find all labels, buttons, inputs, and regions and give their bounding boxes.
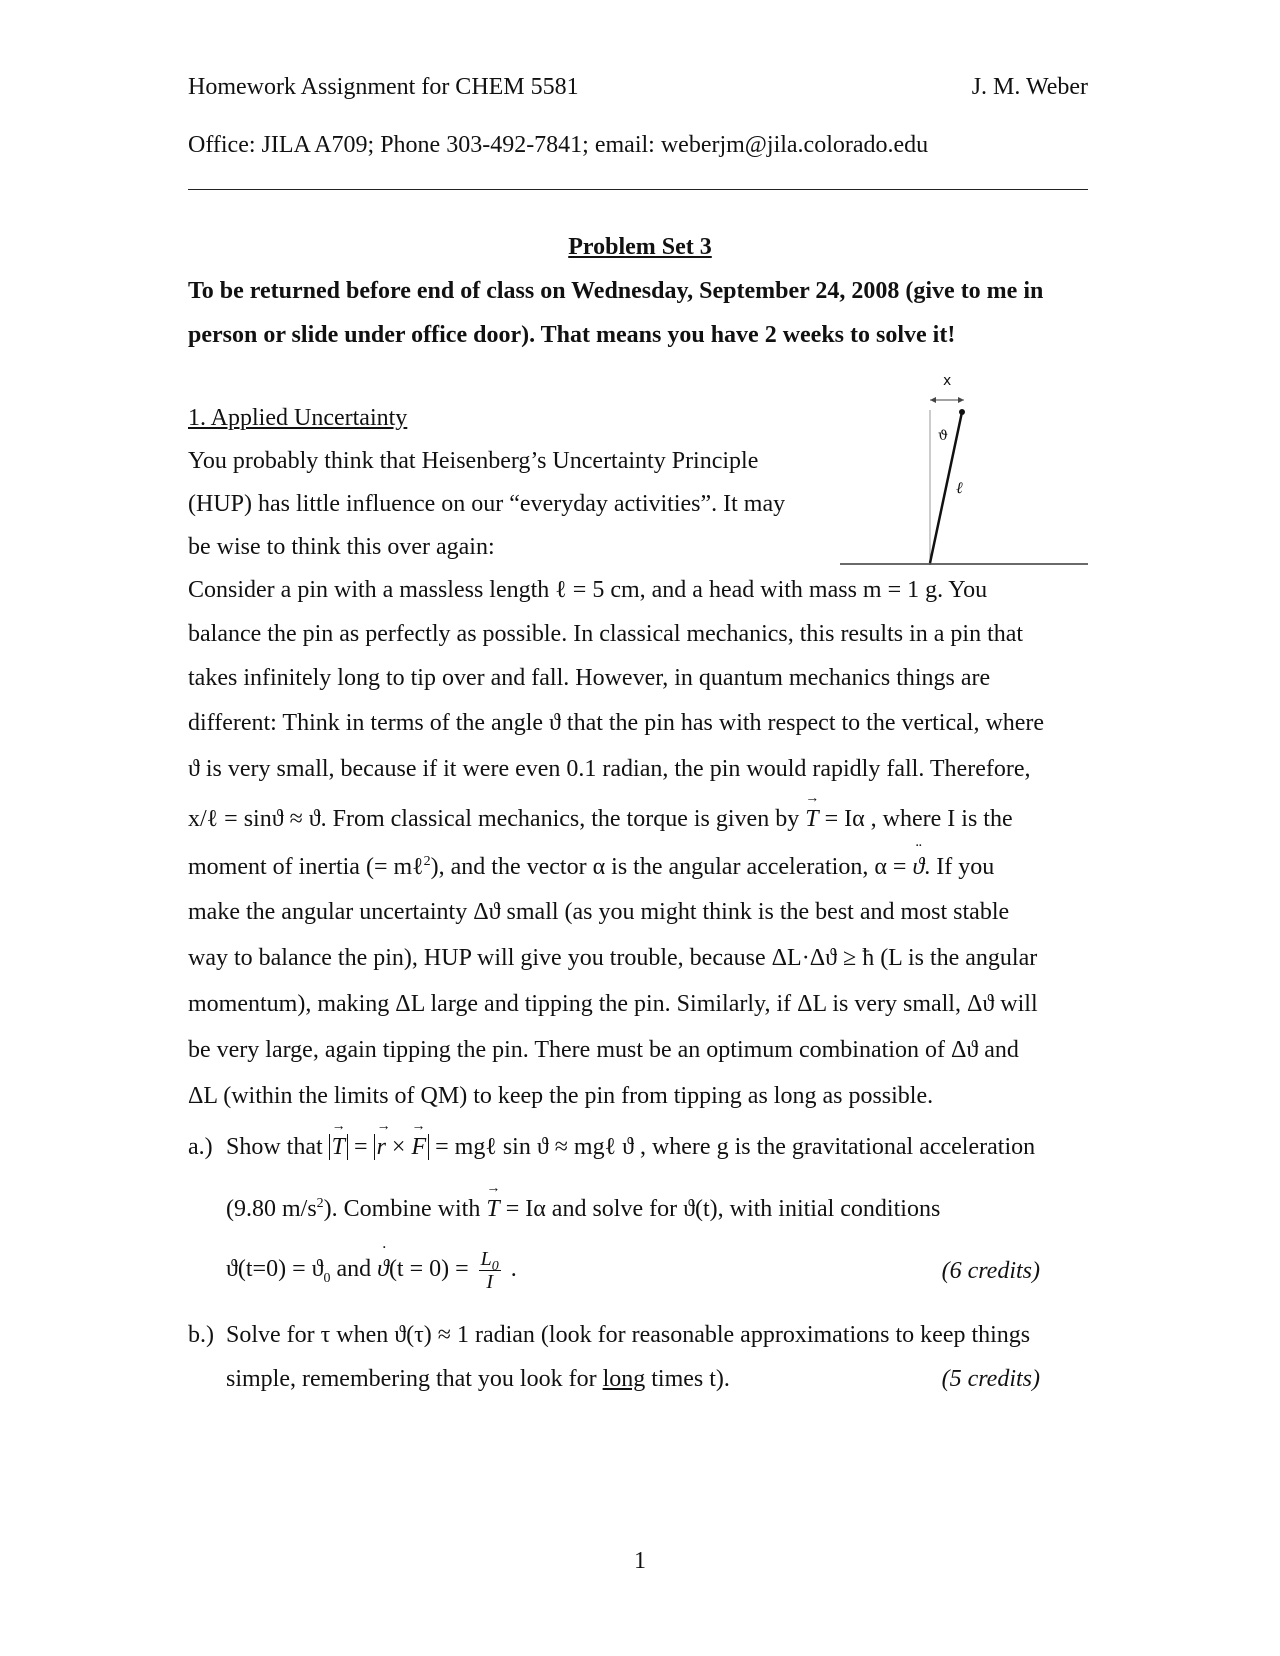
para-line-8: make the angular uncertainty Δϑ small (as you might think is the best and most stable bbox=[188, 899, 1010, 925]
para-line-2: balance the pin as perfectly as possible. In classical mechanics, this results in a pin that bbox=[188, 621, 1024, 647]
part-b-line-2-part-a: simple, remembering that you look for bbox=[226, 1366, 603, 1392]
part-a-line-1-part-a: Show that bbox=[226, 1134, 329, 1160]
para-line-1: Consider a pin with a massless length ℓ = 5 cm, and a head with mass m = 1 g. You bbox=[188, 577, 988, 603]
emphasis-long: long bbox=[602, 1366, 646, 1392]
part-a-credits: (6 credits) bbox=[941, 1258, 1040, 1284]
part-a-line-3-part-b: and bbox=[330, 1256, 378, 1283]
torque-vector-symbol: → T bbox=[805, 806, 818, 833]
header-divider bbox=[188, 189, 1088, 190]
torque-vector-symbol-2: → T bbox=[486, 1196, 499, 1223]
page-title: Problem Set 3 bbox=[568, 234, 712, 260]
part-a-label: a.) bbox=[188, 1134, 213, 1160]
contact-line: Office: JILA A709; Phone 303-492-7841; email: weberjm@jila.colorado.edu bbox=[188, 132, 929, 158]
theta-double-dot: ¨ ϑ bbox=[912, 854, 924, 881]
part-a-line-3: $ϑ(t=0) = ϑ_0$ and ˙ ϑ(t = 0) = $\frac{L_0}{I}$ . bbox=[226, 1248, 517, 1293]
cross-product-magnitude: → r × → F bbox=[374, 1134, 430, 1160]
part-a-line-2-part-c: = Iα and solve for ϑ(t), with initial conditions bbox=[499, 1196, 941, 1222]
para-line-7: moment of inertia (= mℓ$^2$), and the vector α is the angular acceleration, α = ¨ ϑ. If you bbox=[188, 854, 994, 881]
part-a-line-2-part-a: (9.80 m/s bbox=[226, 1196, 317, 1222]
part-b-line-1: Solve for τ when ϑ(τ) ≈ 1 radian (look for reasonable approximations to keep things bbox=[226, 1322, 1031, 1348]
para-line-4: different: Think in terms of the angle ϑ that the pin has with respect to the vertical, where bbox=[188, 710, 1045, 736]
intro-line-1: You probably think that Heisenberg’s Uncertainty Principle bbox=[188, 448, 759, 474]
para-line-6-part-a: x/ℓ = sinϑ ≈ ϑ. From classical mechanics, the torque is given by bbox=[188, 806, 806, 832]
para-line-6-part-b: = Iα , where I is the bbox=[818, 806, 1013, 832]
pin-head bbox=[959, 409, 965, 415]
x-arrow-left-head bbox=[930, 397, 936, 403]
due-line-2: person or slide under office door). That means you have 2 weeks to solve it! bbox=[188, 322, 956, 348]
torque-magnitude: → T bbox=[329, 1134, 348, 1160]
course-header: Homework Assignment for CHEM 5581 bbox=[188, 74, 579, 100]
intro-line-2: (HUP) has little influence on our “everyday activities”. It may bbox=[188, 491, 786, 517]
pin-diagram bbox=[840, 370, 1090, 570]
part-b-line-2 bbox=[226, 1366, 730, 1393]
intro-line-3: be wise to think this over again: bbox=[188, 534, 495, 560]
part-a-line-2-part-b: ). Combine with bbox=[323, 1196, 487, 1222]
label-length: ℓ bbox=[956, 478, 963, 497]
author-name: J. M. Weber bbox=[971, 74, 1088, 100]
para-line-7-part-b: ), and the vector α is the angular acceleration, α = bbox=[430, 854, 913, 880]
part-a-line-3-part-a: ϑ(t=0) = ϑ bbox=[226, 1256, 324, 1283]
para-line-11: be very large, again tipping the pin. There must be an optimum combination of Δϑ and bbox=[188, 1037, 1019, 1063]
part-b-line-2-part-c: times t). bbox=[645, 1366, 730, 1392]
part-a-line-2: (9.80 $m/s^2$). Combine with → T = Iα and solve for ϑ(t), with initial conditions bbox=[226, 1196, 940, 1223]
para-line-3: takes infinitely long to tip over and fall. However, in quantum mechanics things are bbox=[188, 665, 991, 691]
part-b-label: b.) bbox=[188, 1322, 214, 1348]
para-line-7-part-c: . If you bbox=[924, 854, 995, 880]
label-x: x bbox=[943, 373, 952, 389]
problem-1-heading: 1. Applied Uncertainty bbox=[188, 405, 408, 431]
para-line-6 bbox=[188, 806, 1013, 833]
para-line-9: way to balance the pin), HUP will give you trouble, because ΔL·Δϑ ≥ ħ (L is the angular bbox=[188, 945, 1038, 971]
para-line-7-part-a: moment of inertia (= mℓ bbox=[188, 854, 424, 880]
part-a-line-1: Show that → T = → r × → F = mgℓ sin ϑ ≈ mgℓ ϑ , where g is the gravitational acceleration bbox=[226, 1134, 1035, 1161]
para-line-5: ϑ is very small, because if it were even 0.1 radian, the pin would rapidly fall. Therefore, bbox=[188, 756, 1031, 782]
part-a-line-3-part-c: (t = 0) = bbox=[388, 1256, 475, 1283]
due-line-1: To be returned before end of class on Wednesday, September 24, 2008 (give to me in bbox=[188, 278, 1044, 304]
label-theta: ϑ bbox=[938, 428, 949, 444]
initial-momentum-fraction: $\frac{L_0}{I}$ bbox=[480, 1248, 499, 1293]
para-line-10: momentum), making ΔL large and tipping the pin. Similarly, if ΔL is very small, Δϑ will bbox=[188, 991, 1038, 1017]
x-arrow-right-head bbox=[958, 397, 964, 403]
theta-dot: ˙ ϑ bbox=[377, 1256, 389, 1283]
para-line-12: ΔL (within the limits of QM) to keep the pin from tipping as long as possible. bbox=[188, 1083, 934, 1109]
part-a-line-1-part-b: = mgℓ sin ϑ ≈ mgℓ ϑ , where g is the gravitational acceleration bbox=[429, 1134, 1036, 1160]
part-b-credits: (5 credits) bbox=[941, 1366, 1040, 1392]
page-number: 1 bbox=[634, 1548, 646, 1574]
